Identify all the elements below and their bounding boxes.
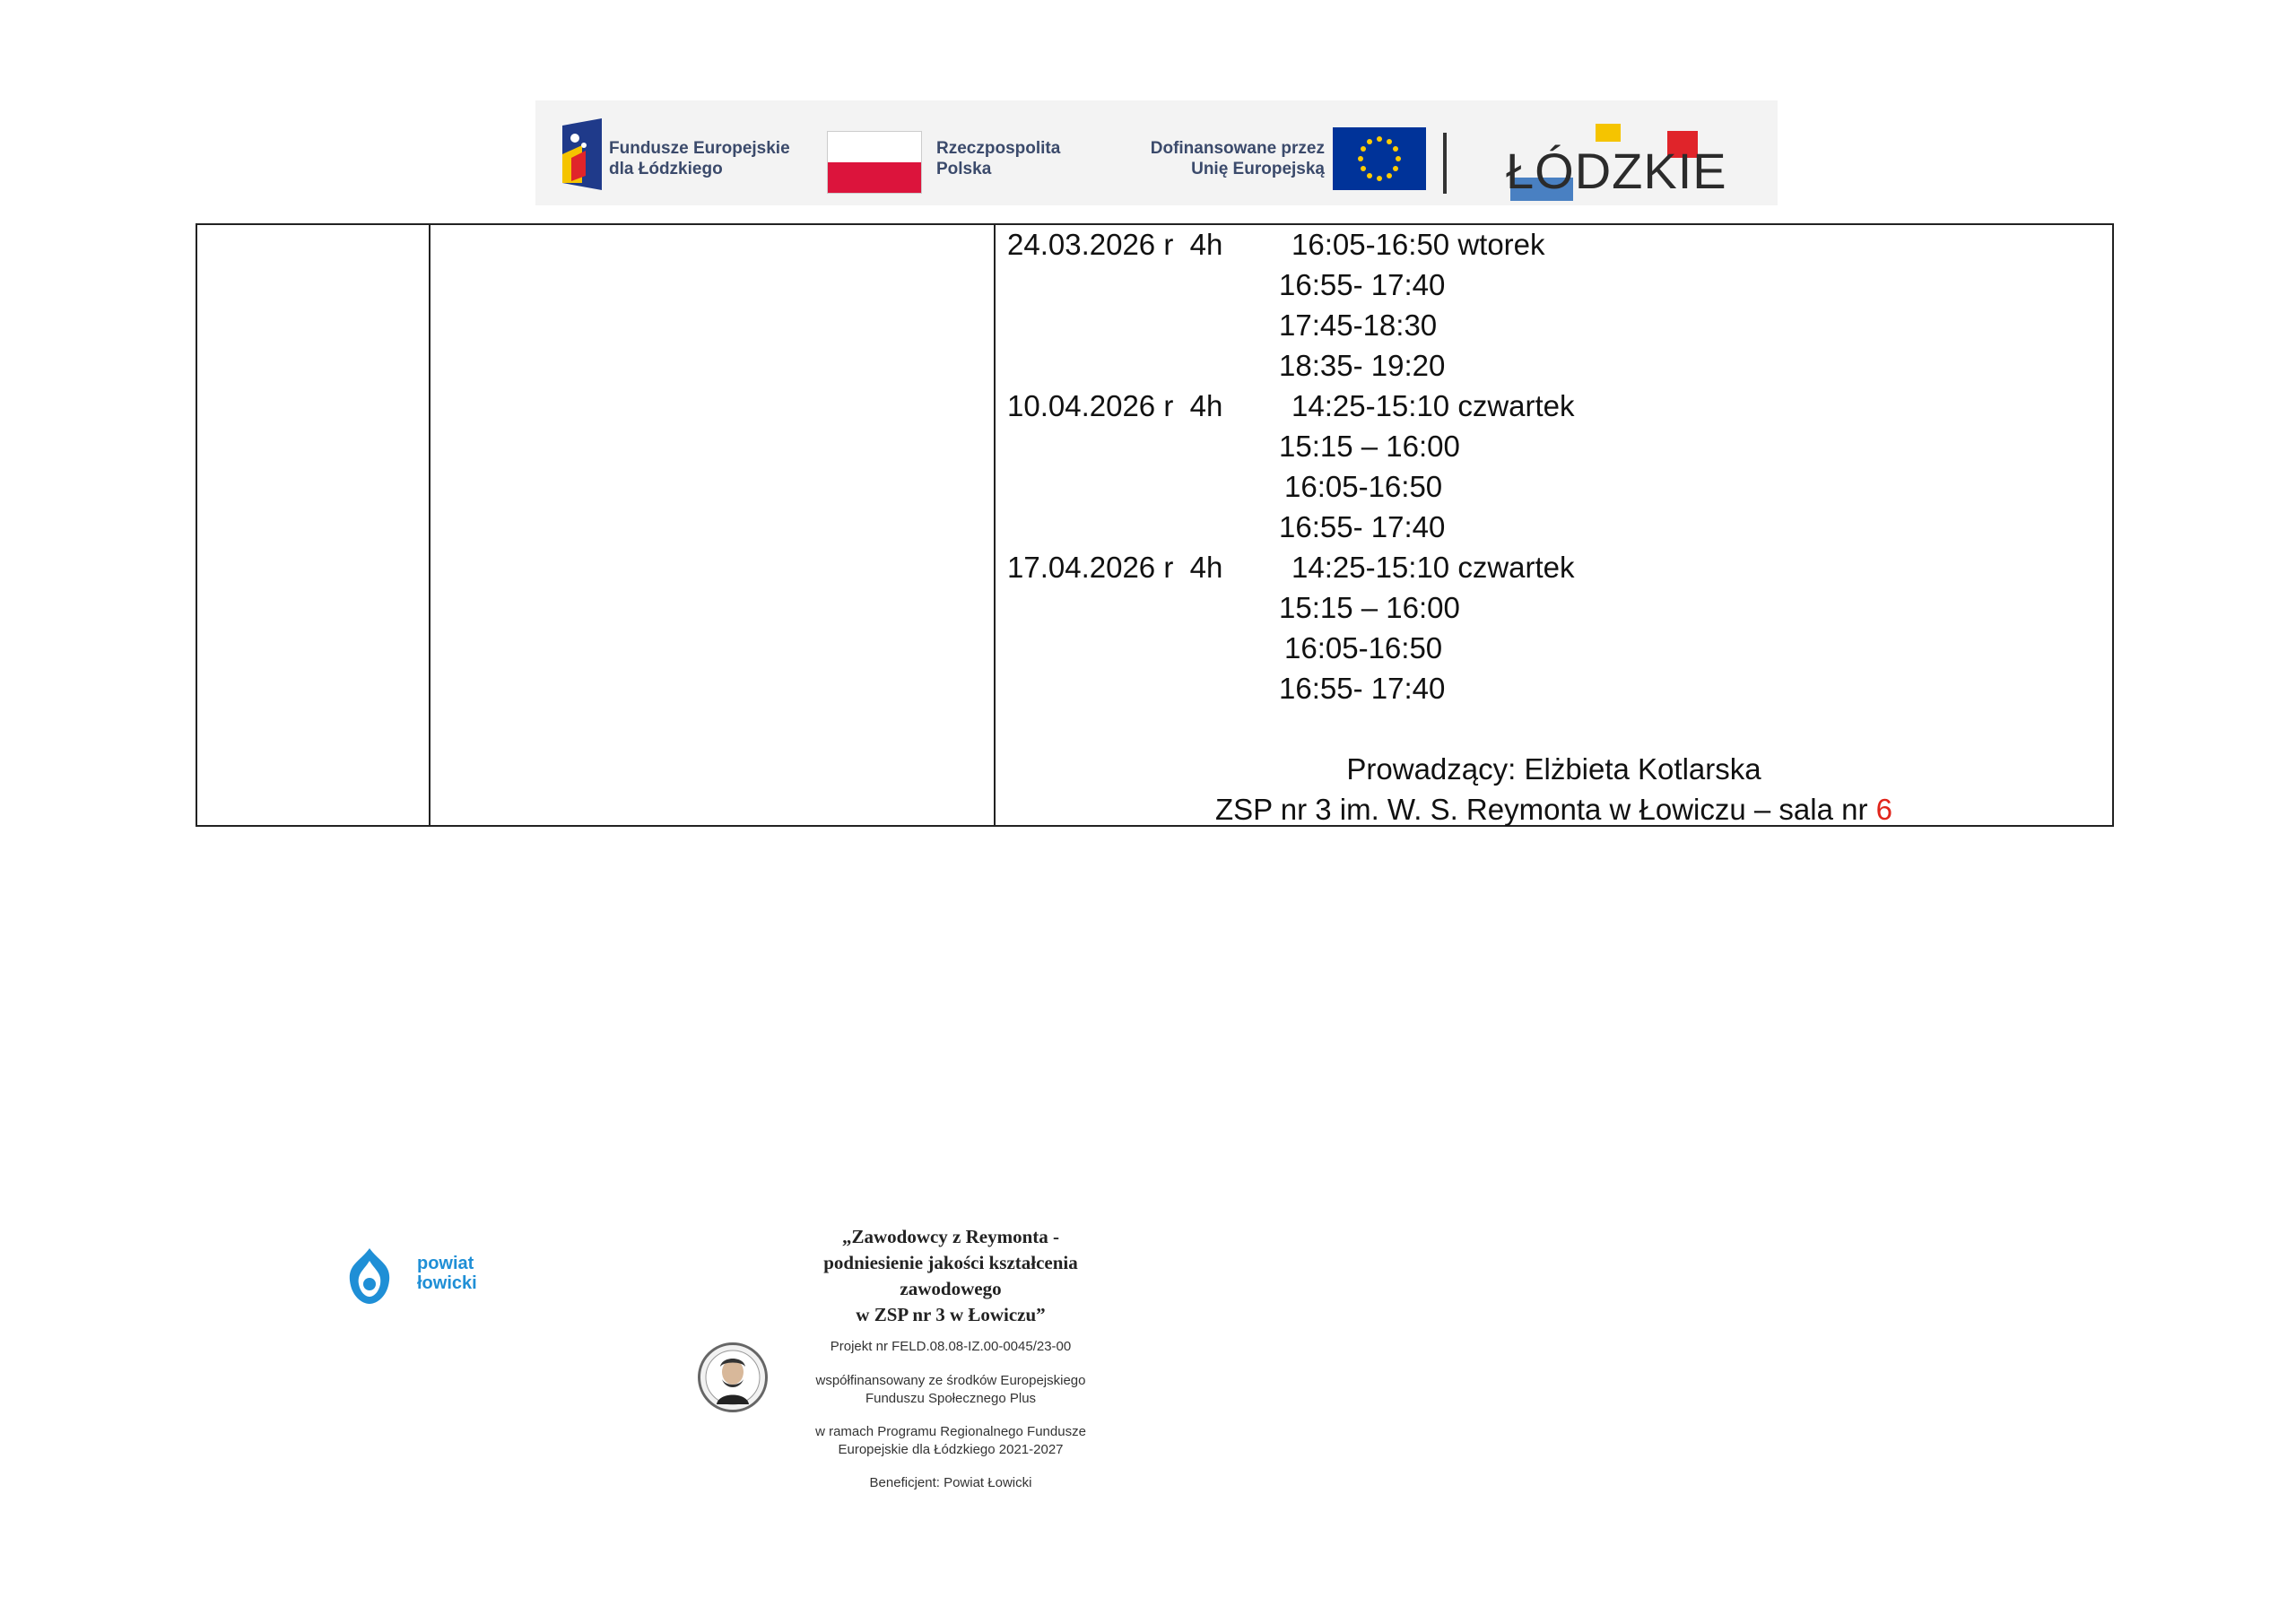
table-column-divider bbox=[994, 225, 996, 825]
powiat-lowicki-text: powiat łowicki bbox=[417, 1254, 477, 1293]
time-slot: 18:35- 19:20 bbox=[1279, 349, 1446, 382]
reymont-portrait-medal-icon bbox=[698, 1342, 768, 1412]
time-slot: 15:15 – 16:00 bbox=[1279, 591, 1460, 624]
schedule-table bbox=[196, 223, 2114, 827]
project-number: Projekt nr FELD.08.08-IZ.00-0045/23-00 bbox=[830, 1339, 1072, 1354]
time-slot: 15:15 – 16:00 bbox=[1279, 430, 1460, 463]
time-slot: 16:05-16:50 bbox=[1284, 631, 1443, 664]
beneficiary-text: Beneficjent: Powiat Łowicki bbox=[869, 1475, 1032, 1490]
rzeczpospolita-text: Rzeczpospolita Polska bbox=[936, 139, 1061, 178]
table-column-divider bbox=[429, 225, 430, 825]
fundusze-europejskie-logo-icon bbox=[555, 118, 607, 190]
time-slot: 16:55- 17:40 bbox=[1279, 268, 1446, 301]
eu-funding-logo-strip bbox=[535, 100, 1778, 205]
lodzkie-logo: ŁÓDZKIE bbox=[1506, 124, 1712, 204]
powiat-lowicki-logo-icon bbox=[343, 1245, 396, 1307]
time-slot: 14:25-15:10 czwartek bbox=[1292, 389, 1575, 422]
time-slot: 14:25-15:10 czwartek bbox=[1292, 551, 1575, 584]
fundusze-europejskie-text: Fundusze Europejskie dla Łódzkiego bbox=[609, 139, 790, 178]
eu-cofinance-text: Dofinansowane przez Unię Europejską bbox=[1150, 139, 1325, 178]
time-slot: 16:05-16:50 bbox=[1284, 470, 1443, 503]
room-number: 6 bbox=[1875, 793, 1892, 826]
location-line: ZSP nr 3 im. W. S. Reymonta w Łowiczu – sala nr 6 bbox=[1214, 793, 1892, 826]
program-text: w ramach Programu Regionalnego Fundusze Europejskie dla Łódzkiego 2021-2027 bbox=[815, 1424, 1086, 1457]
eu-flag-icon bbox=[1333, 127, 1426, 190]
session-date-3: 17.04.2026 r 4h bbox=[1007, 551, 1223, 584]
session-date-1: 24.03.2026 r 4h bbox=[1007, 228, 1223, 261]
time-slot: 16:55- 17:40 bbox=[1279, 510, 1446, 543]
time-slot: 17:45-18:30 bbox=[1279, 308, 1438, 342]
time-slot: 16:05-16:50 wtorek bbox=[1292, 228, 1545, 261]
session-date-2: 10.04.2026 r 4h bbox=[1007, 389, 1223, 422]
time-slot: 16:55- 17:40 bbox=[1279, 672, 1446, 705]
cofinance-text: współfinansowany ze środków Europejskiego Funduszu Społecznego Plus bbox=[815, 1373, 1086, 1406]
project-title: „Zawodowcy z Reymonta - podniesienie jakości kształcenia zawodowego w ZSP nr 3 w Łowiczu” bbox=[823, 1226, 1078, 1325]
instructor-line: Prowadzący: Elżbieta Kotlarska bbox=[1346, 752, 1761, 786]
polish-flag-icon bbox=[827, 131, 922, 194]
logo-separator bbox=[1443, 133, 1447, 194]
